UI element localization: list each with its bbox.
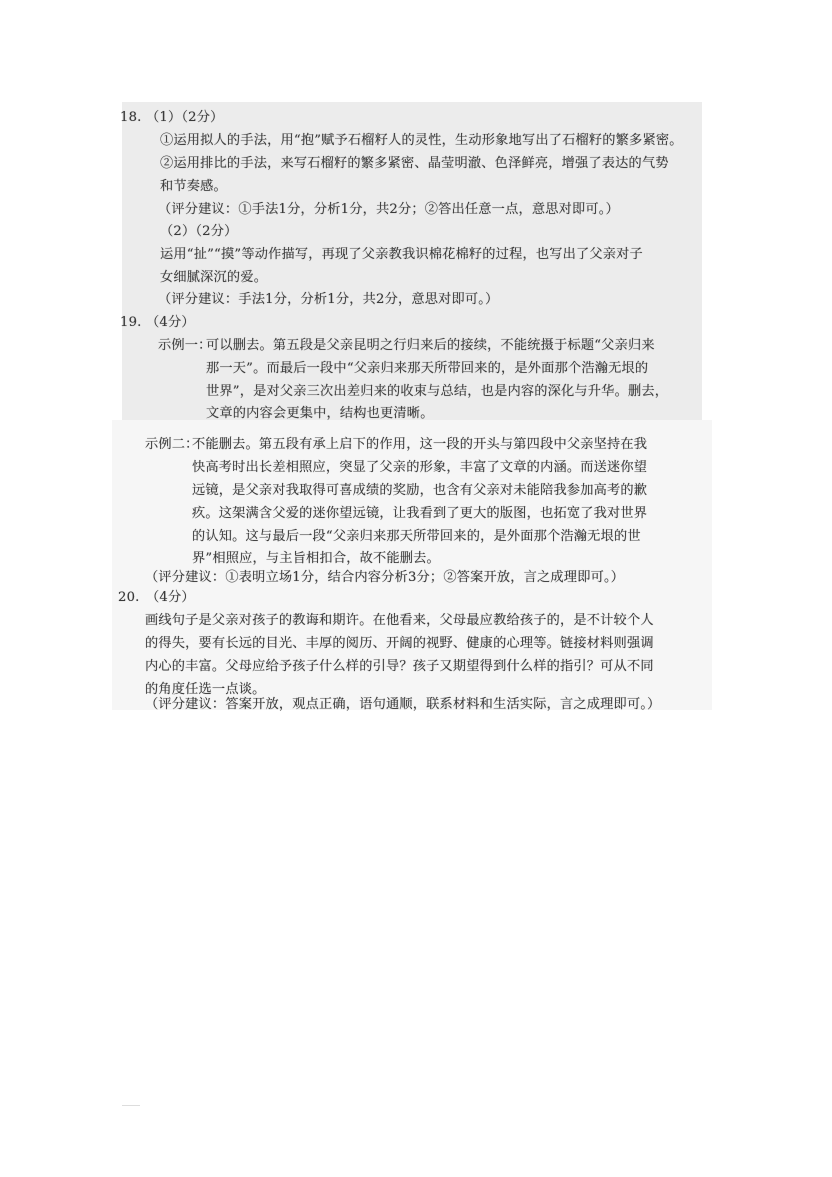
example-label: 示例一：	[158, 338, 212, 353]
scan-mark	[122, 1105, 140, 1106]
answer-line: 疚。这架满含父爱的迷你望远镜，让我看到了更大的版图，也拓宽了我对世界	[192, 506, 648, 521]
answer-line: ②运用排比的手法，来写石榴籽的繁多紧密、晶莹明澈、色泽鲜亮，增强了表达的气势	[160, 156, 669, 171]
answer-line: ①运用拟人的手法，用“抱”赋予石榴籽人的灵性，生动形象地写出了石榴籽的繁多紧密。	[160, 133, 683, 148]
question-heading: （4分）	[146, 590, 195, 605]
answer-line: 文章的内容会更集中，结构也更清晰。	[206, 406, 434, 421]
answer-line: 女细腻深沉的爱。	[160, 270, 268, 285]
question-number: 18.	[120, 110, 142, 125]
answer-line: 那一天”。而最后一段中“父亲归来那天所带回来的，是外面那个浩瀚无垠的	[206, 361, 649, 376]
grading-note: （评分建议：①手法1分，分析1分，共2分；②答出任意一点，意思对即可。）	[158, 202, 619, 217]
question-number: 20.	[118, 590, 140, 605]
question-number: 19.	[120, 315, 142, 330]
answer-line: 画线句子是父亲对孩子的教诲和期许。在他看来，父母最应教给孩子的，是不计较个人	[145, 613, 654, 628]
grading-note: （评分建议：①表明立场1分，结合内容分析3分；②答案开放，言之成理即可。）	[145, 570, 625, 585]
answer-line: 的角度任选一点谈。	[145, 682, 266, 697]
answer-line: 快高考时出长差相照应，突显了父亲的形象，丰富了文章的内涵。而送迷你望	[192, 460, 648, 475]
answer-line: 不能删去。第五段有承上启下的作用，这一段的开头与第四段中父亲坚持在我	[192, 437, 648, 452]
answer-line: 的认知。这与最后一段“父亲归来那天所带回来的，是外面那个浩瀚无垠的世	[192, 529, 641, 544]
answer-line: 远镜，是父亲对我取得可喜成绩的奖励，也含有父亲对未能陪我参加高考的歉	[192, 483, 648, 498]
answer-line: 运用“扯”“摸”等动作描写，再现了父亲教我识棉花棉籽的过程，也写出了父亲对子	[160, 247, 643, 262]
example-label: 示例二：	[145, 437, 199, 452]
grading-note: （评分建议：答案开放，观点正确，语句通顺，联系材料和生活实际，言之成理即可。）	[145, 697, 661, 712]
grading-note: （评分建议：手法1分，分析1分，共2分，意思对即可。）	[158, 292, 499, 307]
answer-line: 内心的丰富。父母应给予孩子什么样的引导？孩子又期望得到什么样的指引？可从不同	[145, 659, 654, 674]
part-heading: （1）（2分）	[146, 110, 224, 125]
answer-line: 的得失，要有长远的目光、丰厚的阅历、开阔的视野、健康的心理等。链接材料则强调	[145, 636, 654, 651]
question-heading: （4分）	[146, 315, 195, 330]
answer-line: 和节奏感。	[160, 179, 227, 194]
answer-line: 世界”，是对父亲三次出差归来的收束与总结，也是内容的深化与升华。删去，	[206, 384, 669, 399]
answer-line: 界”相照应，与主旨相扣合，故不能删去。	[192, 551, 440, 566]
part-heading: （2）（2分）	[160, 224, 238, 239]
answer-line: 可以删去。第五段是父亲昆明之行归来后的接续，不能统摄于标题“父亲归来	[206, 338, 655, 353]
